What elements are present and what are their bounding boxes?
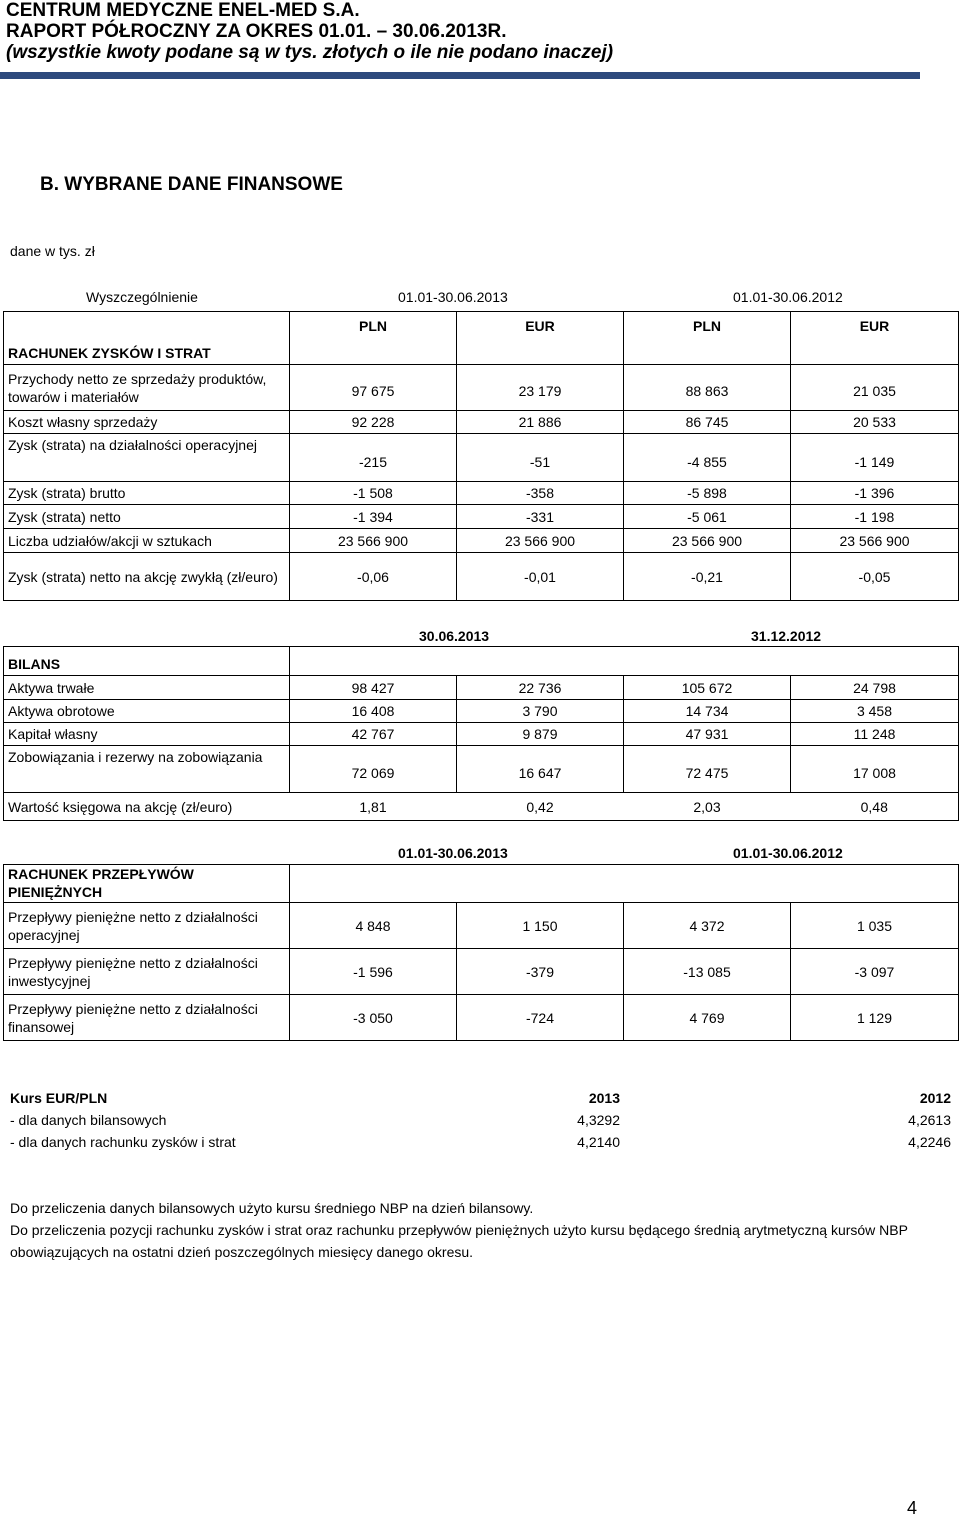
rzis-currency: PLN	[290, 312, 457, 365]
cashflow-period2: 01.01-30.06.2012	[733, 845, 843, 861]
cell-value: 16 408	[290, 700, 457, 723]
notes	[10, 1197, 955, 1263]
cell-value: -215	[290, 434, 457, 482]
row-label: Zysk (strata) na działalności operacyjnej	[4, 434, 290, 482]
cell-value: -1 508	[290, 482, 457, 505]
exchange-rate-value: 4,2246	[908, 1134, 951, 1150]
rzis-period2: 01.01-30.06.2012	[733, 289, 843, 305]
cell-value: 3 790	[457, 700, 624, 723]
empty-cell	[290, 865, 457, 903]
exchange-rate-year2: 2012	[919, 1090, 951, 1106]
bilans-date2: 31.12.2012	[751, 628, 822, 644]
cell-value: -5 898	[624, 482, 791, 505]
cell-value: 11 248	[791, 723, 959, 746]
cell-value: -3 050	[290, 995, 457, 1041]
table-row	[4, 949, 959, 995]
table-row	[4, 365, 959, 411]
cell-value: 42 767	[290, 723, 457, 746]
exchange-rate-value: 4,3292	[577, 1112, 620, 1128]
cell-value: 0,42	[457, 793, 624, 821]
cell-value: -1 394	[290, 505, 457, 529]
cell-value: 20 533	[791, 411, 959, 434]
row-label: Liczba udziałów/akcji w sztukach	[4, 529, 290, 553]
list-item	[10, 1109, 955, 1131]
cell-value: 105 672	[624, 676, 791, 700]
cell-value: 4 372	[624, 903, 791, 949]
cell-value: -358	[457, 482, 624, 505]
report-header	[6, 0, 946, 63]
section-title: B. WYBRANE DANE FINANSOWE	[40, 174, 343, 195]
bilans-table	[3, 646, 959, 821]
bilans-header-row	[4, 647, 959, 676]
cell-value: 86 745	[624, 411, 791, 434]
rzis-header-row	[4, 312, 959, 365]
cashflow-period1: 01.01-30.06.2013	[398, 845, 508, 861]
cell-value: -1 396	[791, 482, 959, 505]
cell-value: 23 566 900	[290, 529, 457, 553]
cell-value: 9 879	[457, 723, 624, 746]
cell-value: -1 149	[791, 434, 959, 482]
empty-cell	[791, 865, 959, 903]
cell-value: 47 931	[624, 723, 791, 746]
note-paragraph: Do przeliczenia pozycji rachunku zysków i strat oraz rachunku przepływów pieniężnych użyto kursu będącego średnią arytmetyczną kursów NBP obowiązujących na ostatni dzień poszczególnych miesięcy danego okresu.	[10, 1222, 908, 1260]
cell-value: 72 475	[624, 746, 791, 793]
table-row	[4, 700, 959, 723]
cell-value: 1,81	[290, 793, 457, 821]
cell-value: 16 647	[457, 746, 624, 793]
empty-cell	[791, 647, 959, 676]
rzis-currency: EUR	[791, 312, 959, 365]
cell-value: -1 596	[290, 949, 457, 995]
row-label: Przepływy pieniężne netto z działalności finansowej	[4, 995, 290, 1041]
cell-value: 4 769	[624, 995, 791, 1041]
empty-cell	[624, 865, 791, 903]
exchange-rate-year1: 2013	[588, 1090, 620, 1106]
page-number: 4	[907, 1498, 918, 1518]
cell-value: -379	[457, 949, 624, 995]
cell-value: -0,21	[624, 553, 791, 601]
exchange-rate-title: Kurs EUR/PLN	[10, 1090, 108, 1106]
report-title: RAPORT PÓŁROCZNY ZA OKRES 01.01. – 30.06.2013R.	[6, 21, 507, 42]
table-row	[4, 903, 959, 949]
row-label: Zysk (strata) brutto	[4, 482, 290, 505]
cell-value: 23 566 900	[791, 529, 959, 553]
row-label: Przepływy pieniężne netto z działalności inwestycyjnej	[4, 949, 290, 995]
rzis-title: RACHUNEK ZYSKÓW I STRAT	[4, 312, 290, 365]
cell-value: 92 228	[290, 411, 457, 434]
table-row	[4, 529, 959, 553]
cell-value: 23 566 900	[624, 529, 791, 553]
cell-value: 88 863	[624, 365, 791, 411]
exchange-rate-label: - dla danych bilansowych	[10, 1112, 167, 1128]
cell-value: -51	[457, 434, 624, 482]
empty-cell	[457, 865, 624, 903]
cell-value: -1 198	[791, 505, 959, 529]
row-label: Przepływy pieniężne netto z działalności operacyjnej	[4, 903, 290, 949]
row-label: Wartość księgowa na akcję (zł/euro)	[4, 793, 290, 821]
header-rule	[0, 72, 920, 79]
row-label: Aktywa obrotowe	[4, 700, 290, 723]
cell-value: 97 675	[290, 365, 457, 411]
rzis-currency: PLN	[624, 312, 791, 365]
cell-value: -13 085	[624, 949, 791, 995]
cell-value: -724	[457, 995, 624, 1041]
cashflow-table	[3, 864, 959, 1041]
empty-cell	[624, 647, 791, 676]
table-row	[4, 746, 959, 793]
row-label: Zysk (strata) netto na akcję zwykłą (zł/euro)	[4, 553, 290, 601]
cell-value: -0,06	[290, 553, 457, 601]
table-row	[4, 482, 959, 505]
rzis-table	[3, 311, 959, 601]
cell-value: 0,48	[791, 793, 959, 821]
empty-cell	[290, 647, 457, 676]
table-row	[4, 434, 959, 482]
cell-value: -0,05	[791, 553, 959, 601]
cell-value: -331	[457, 505, 624, 529]
cell-value: 1 129	[791, 995, 959, 1041]
cell-value: 17 008	[791, 746, 959, 793]
cell-value: -3 097	[791, 949, 959, 995]
cell-value: 98 427	[290, 676, 457, 700]
table-row	[4, 723, 959, 746]
rzis-currency: EUR	[457, 312, 624, 365]
cell-value: -4 855	[624, 434, 791, 482]
unit-label: dane w tys. zł	[10, 243, 95, 259]
list-item	[10, 1131, 955, 1153]
exchange-rate-value: 4,2613	[908, 1112, 951, 1128]
cell-value: 21 035	[791, 365, 959, 411]
table-row	[4, 411, 959, 434]
row-label: Aktywa trwałe	[4, 676, 290, 700]
exchange-rate-value: 4,2140	[577, 1134, 620, 1150]
empty-cell	[457, 647, 624, 676]
exchange-rate-label: - dla danych rachunku zysków i strat	[10, 1134, 236, 1150]
rzis-label-col-header: Wyszczególnienie	[86, 289, 198, 305]
cell-value: 4 848	[290, 903, 457, 949]
amounts-note: (wszystkie kwoty podane są w tys. złotych o ile nie podano inaczej)	[6, 42, 614, 63]
row-label: Przychody netto ze sprzedaży produktów, towarów i materiałów	[4, 365, 290, 411]
table-row	[4, 505, 959, 529]
exchange-rate-header	[10, 1087, 955, 1109]
row-label: Kapitał własny	[4, 723, 290, 746]
bilans-title: BILANS	[4, 647, 290, 676]
cell-value: 3 458	[791, 700, 959, 723]
row-label: Koszt własny sprzedaży	[4, 411, 290, 434]
cashflow-title: RACHUNEK PRZEPŁYWÓW PIENIĘŻNYCH	[4, 865, 290, 903]
exchange-rate-section	[10, 1087, 955, 1153]
cell-value: 14 734	[624, 700, 791, 723]
cell-value: -0,01	[457, 553, 624, 601]
cell-value: 1 150	[457, 903, 624, 949]
table-row	[4, 995, 959, 1041]
company-name: CENTRUM MEDYCZNE ENEL-MED S.A.	[6, 0, 360, 21]
cell-value: 23 566 900	[457, 529, 624, 553]
note-paragraph: Do przeliczenia danych bilansowych użyto kursu średniego NBP na dzień bilansowy.	[10, 1200, 534, 1216]
cell-value: -5 061	[624, 505, 791, 529]
cell-value: 24 798	[791, 676, 959, 700]
cell-value: 2,03	[624, 793, 791, 821]
cell-value: 21 886	[457, 411, 624, 434]
table-row	[4, 676, 959, 700]
bilans-date1: 30.06.2013	[419, 628, 490, 644]
cashflow-header-row	[4, 865, 959, 903]
cell-value: 22 736	[457, 676, 624, 700]
row-label: Zobowiązania i rezerwy na zobowiązania	[4, 746, 290, 793]
cell-value: 23 179	[457, 365, 624, 411]
cell-value: 1 035	[791, 903, 959, 949]
table-row	[4, 793, 959, 821]
row-label: Zysk (strata) netto	[4, 505, 290, 529]
table-row	[4, 553, 959, 601]
rzis-period1: 01.01-30.06.2013	[398, 289, 508, 305]
cell-value: 72 069	[290, 746, 457, 793]
